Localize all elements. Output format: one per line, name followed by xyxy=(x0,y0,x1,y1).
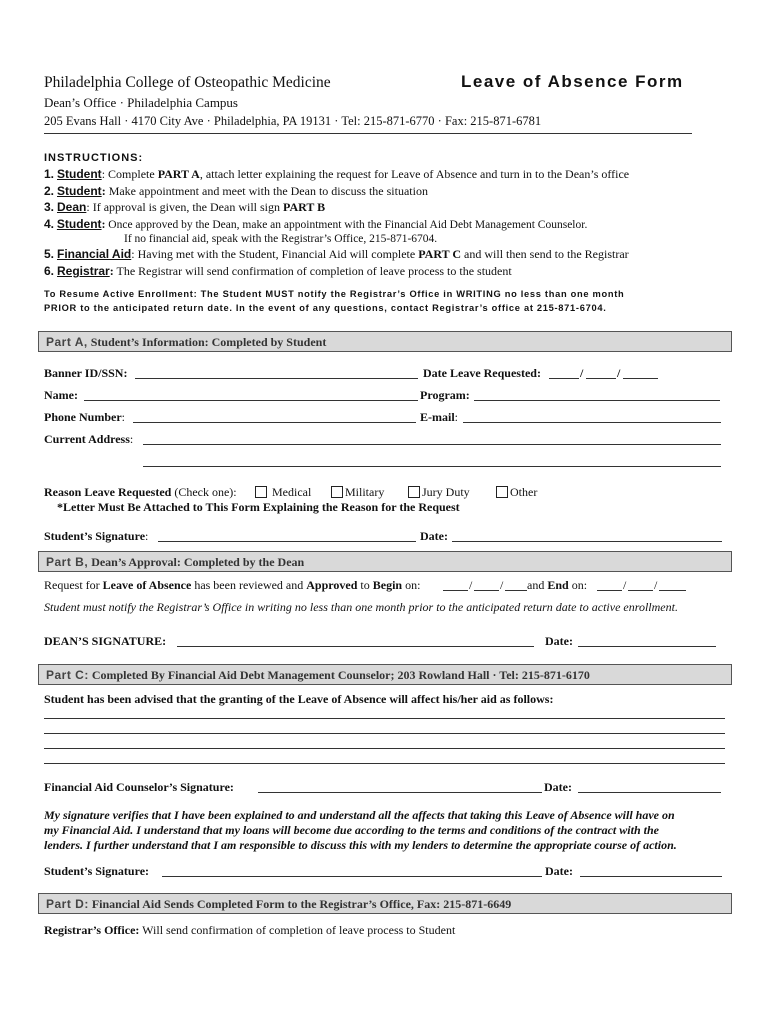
student-sig-label-wrap: Student’s Signature: xyxy=(44,529,149,543)
checkbox[interactable] xyxy=(496,486,508,498)
part-a-label: Part A, xyxy=(46,335,88,349)
step-actor: Financial Aid xyxy=(57,247,132,261)
date-requested-day[interactable] xyxy=(586,378,616,379)
email-field[interactable] xyxy=(463,422,721,423)
step-sep: : xyxy=(109,264,114,278)
step-text-post: and will then send to the Registrar xyxy=(461,247,629,261)
reason-option-jury-duty[interactable] xyxy=(408,485,470,500)
current-address-field[interactable] xyxy=(143,444,721,445)
part-b-notice: Student must notify the Registrar’s Office in writing no less than one month prior to the anticipated return date to active enrollment. xyxy=(44,600,678,614)
date-slash: / xyxy=(580,366,584,380)
step-actor: Registrar xyxy=(57,264,110,278)
request-approved: Approved xyxy=(306,578,358,592)
request-loa: Leave of Absence xyxy=(102,578,192,592)
step-number: 4. xyxy=(44,217,55,231)
part-d-label: Part D: xyxy=(46,897,89,911)
instruction-step-4 xyxy=(44,217,587,231)
request-end: End xyxy=(547,578,569,592)
checkbox[interactable] xyxy=(408,486,420,498)
student-signature-label: Student’s Signature xyxy=(44,529,146,543)
begin-date-month[interactable] xyxy=(443,590,468,591)
request-text: on: xyxy=(402,578,421,592)
instruction-step-6 xyxy=(44,264,512,279)
step-sep: : xyxy=(86,200,90,214)
begin-date-year[interactable] xyxy=(505,590,527,591)
email-label: E-mail xyxy=(420,410,455,424)
step-actor: Student xyxy=(57,184,102,198)
phone-label-wrap: Phone Number: xyxy=(44,410,126,424)
resume-notice-2: PRIOR to the anticipated return date. In the event of any questions, contact Registrar’s office at 215-871-6704. xyxy=(44,303,607,313)
part-c-student-signature-field[interactable] xyxy=(162,876,542,877)
office-line: Dean’s Office · Philadelphia Campus xyxy=(44,95,238,110)
part-c-date-field-2[interactable] xyxy=(580,876,722,877)
part-b-label: Part B, xyxy=(46,555,89,569)
step-text: Complete xyxy=(105,167,158,181)
end-date-month[interactable] xyxy=(597,590,622,591)
step-actor: Student xyxy=(57,167,102,181)
part-c-date-label-2: Date: xyxy=(545,864,573,878)
part-c-date-field[interactable] xyxy=(578,792,721,793)
current-address-label: Current Address xyxy=(44,432,130,446)
part-b-date-field[interactable] xyxy=(578,646,716,647)
header-divider xyxy=(44,133,692,134)
checkbox[interactable] xyxy=(331,486,343,498)
part-b-title: Dean’s Approval: Completed by the Dean xyxy=(88,555,305,569)
program-label: Program: xyxy=(420,388,470,402)
counselor-signature-label: Financial Aid Counselor’s Signature: xyxy=(44,780,234,794)
reason-option-military[interactable] xyxy=(331,485,384,500)
step-bold: PART C xyxy=(418,247,462,261)
part-d-header xyxy=(38,893,732,914)
request-text: and xyxy=(527,578,548,592)
step-text: The Registrar will send confirmation of completion of leave process to the student xyxy=(113,264,512,278)
registrar-text: Will send confirmation of completion of leave process to Student xyxy=(139,923,456,937)
college-name: Philadelphia College of Osteopathic Medicine xyxy=(44,74,331,91)
request-text: Request for xyxy=(44,578,103,592)
phone-label: Phone Number xyxy=(44,410,122,424)
date-slash: / xyxy=(469,578,473,592)
aid-effect-line-1[interactable] xyxy=(44,718,725,719)
step-number: 2. xyxy=(44,184,55,198)
reason-other-label: Other xyxy=(510,485,538,499)
instruction-step-2 xyxy=(44,184,428,199)
registrar-line xyxy=(44,923,455,938)
part-c-student-signature-label: Student’s Signature: xyxy=(44,864,150,878)
date-requested-label: Date Leave Requested: xyxy=(423,366,541,380)
phone-field[interactable] xyxy=(133,422,416,423)
step-number: 1. xyxy=(44,167,55,181)
approval-request-line xyxy=(44,578,420,593)
part-c-label: Part C: xyxy=(46,668,89,682)
reason-hint: (Check one): xyxy=(171,485,237,499)
date-slash: / xyxy=(623,578,627,592)
aid-effect-line-2[interactable] xyxy=(44,733,725,734)
dean-signature-field[interactable] xyxy=(177,646,534,647)
part-c-header xyxy=(38,664,732,685)
part-a-header xyxy=(38,331,732,352)
name-label: Name: xyxy=(44,388,78,402)
program-field[interactable] xyxy=(474,400,720,401)
dean-signature-label: DEAN’S SIGNATURE: xyxy=(44,634,167,648)
request-text: to xyxy=(357,578,373,592)
reason-military-label: Military xyxy=(345,485,385,499)
aid-effect-line-4[interactable] xyxy=(44,763,725,764)
resume-notice-1: To Resume Active Enrollment: The Student MUST notify the Registrar’s Office in WRITING no less than one month xyxy=(44,289,625,299)
step-text: Having met with the Student, Financial Aid will complete xyxy=(134,247,419,261)
part-a-date-field[interactable] xyxy=(452,541,722,542)
date-slash: / xyxy=(500,578,504,592)
step-sep: : xyxy=(101,184,106,198)
letter-note: *Letter Must Be Attached to This Form Explaining the Reason for the Request xyxy=(57,500,460,514)
reason-medical-label: Medical xyxy=(272,485,312,499)
instruction-step-5 xyxy=(44,247,629,262)
date-requested-year[interactable] xyxy=(623,378,658,379)
step-sep: : xyxy=(101,219,106,231)
step-text-post: , attach letter explaining the request for Leave of Absence and turn in to the Dean’s office xyxy=(199,167,630,181)
step-text: Once approved by the Dean, make an appointment with the Financial Aid Debt Management Counselor. xyxy=(105,219,588,231)
request-begin: Begin xyxy=(372,578,403,592)
reason-label: Reason Leave Requested xyxy=(44,485,172,499)
step-bold: PART A xyxy=(157,167,200,181)
part-c-title: Completed By Financial Aid Debt Management Counselor; 203 Rowland Hall · Tel: 215-871-6170 xyxy=(88,668,590,682)
step-text: If approval is given, the Dean will sign xyxy=(89,200,283,214)
instruction-step-1 xyxy=(44,167,629,182)
step-actor: Dean xyxy=(57,200,87,214)
request-text: has been reviewed and xyxy=(191,578,307,592)
part-d-title: Financial Aid Sends Completed Form to the Registrar’s Office, Fax: 215-871-6649 xyxy=(88,897,512,911)
verification-line-1: My signature verifies that I have been explained to and understand all the affects that taking this Leave of Absence will have on xyxy=(44,808,675,822)
instructions-heading: INSTRUCTIONS: xyxy=(44,152,144,164)
date-slash: / xyxy=(654,578,658,592)
checkbox[interactable] xyxy=(255,486,267,498)
step-bold: PART B xyxy=(283,200,326,214)
step-actor: Student xyxy=(56,217,102,231)
banner-id-label: Banner ID/SSN: xyxy=(44,366,128,380)
verification-line-3: lenders. I further understand that I am responsible to discuss this with my lenders to determine the appropriate course of action. xyxy=(44,838,677,852)
end-date-year[interactable] xyxy=(659,590,686,591)
form-title: Leave of Absence Form xyxy=(461,72,684,91)
aid-advised-statement: Student has been advised that the granting of the Leave of Absence will affect his/her aid as follows: xyxy=(44,692,554,706)
reason-option-medical[interactable] xyxy=(255,485,311,500)
step-sep: : xyxy=(131,247,135,261)
name-field[interactable] xyxy=(84,400,418,401)
instruction-step-4-cont: If no financial aid, speak with the Registrar’s Office, 215-871-6704. xyxy=(124,233,438,245)
student-signature-field[interactable] xyxy=(158,541,416,542)
request-text: on: xyxy=(568,578,588,592)
step-sep: : xyxy=(101,167,106,181)
part-b-header xyxy=(38,551,732,572)
part-b-date-label: Date: xyxy=(545,634,573,648)
step-number: 5. xyxy=(44,247,55,261)
date-slash: / xyxy=(617,366,621,380)
begin-date-day[interactable] xyxy=(474,590,499,591)
step-number: 6. xyxy=(44,264,55,278)
registrar-label: Registrar’s Office: xyxy=(44,923,140,937)
part-a-title: Student’s Information: Completed by Student xyxy=(87,335,327,349)
counselor-signature-field[interactable] xyxy=(258,792,542,793)
reason-option-other[interactable] xyxy=(496,485,537,500)
end-date-day[interactable] xyxy=(628,590,653,591)
email-label-wrap: E-mail: xyxy=(420,410,459,424)
banner-id-field[interactable] xyxy=(135,378,418,379)
instruction-step-3 xyxy=(44,200,325,215)
address-label-wrap: Current Address: xyxy=(44,432,134,446)
end-date-label xyxy=(527,578,587,593)
reason-jury-label: Jury Duty xyxy=(422,485,470,499)
address-line: 205 Evans Hall · 4170 City Ave · Philadelphia, PA 19131 · Tel: 215-871-6770 · Fax: 215-871-6781 xyxy=(44,114,542,128)
reason-row xyxy=(44,485,237,500)
date-requested-month[interactable] xyxy=(549,378,579,379)
part-c-date-label: Date: xyxy=(544,780,572,794)
step-text: Make appointment and meet with the Dean to discuss the situation xyxy=(105,184,428,198)
aid-effect-line-3[interactable] xyxy=(44,748,725,749)
verification-line-2: my Financial Aid. I understand that my loans will become due according to the terms and conditions of the contract with the xyxy=(44,823,659,837)
step-number: 3. xyxy=(44,200,55,214)
part-a-date-label: Date: xyxy=(420,529,448,543)
current-address-field-2[interactable] xyxy=(143,466,721,467)
